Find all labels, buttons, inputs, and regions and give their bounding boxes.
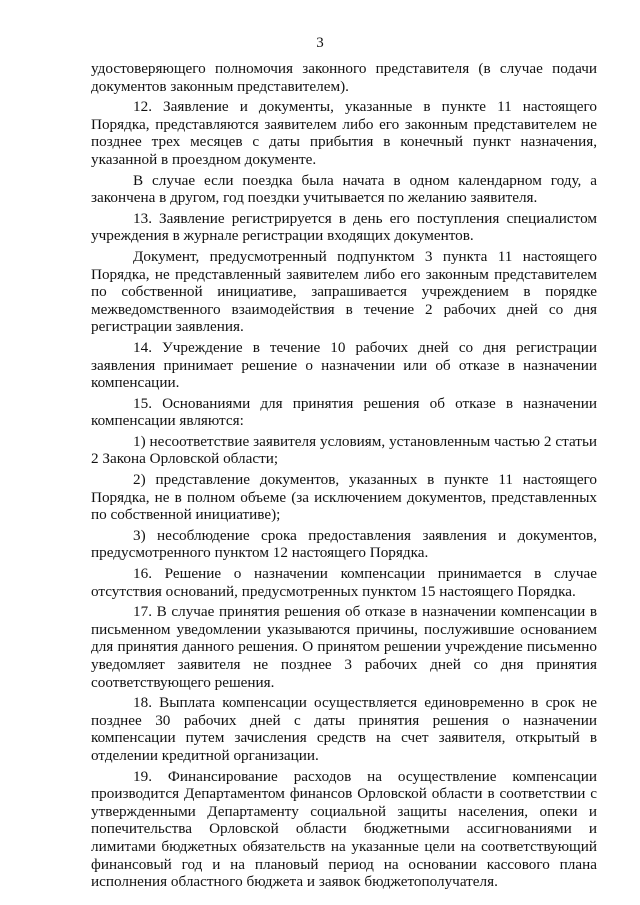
paragraph-item-13: 13. Заявление регистрируется в день его поступления специалистом учреждения в журнале регистрации входящих документов.: [91, 209, 597, 245]
subparagraph-2: 2) представление документов, указанных в пункте 11 настоящего Порядка, не в полном объеме (за исключением документов, представленных по собственной инициативе);: [91, 471, 597, 524]
document-body: [91, 60, 597, 891]
paragraph-item-18: 18. Выплата компенсации осуществляется единовременно в срок не позднее 30 рабочих дней с даты принятия решения о назначении компенсации путем зачисления средств на счет заявителя, открытый в отделении кредитной организации.: [91, 694, 597, 764]
subparagraph-3: 3) несоблюдение срока предоставления заявления и документов, предусмотренного пунктом 12 настоящего Порядка.: [91, 526, 597, 562]
paragraph-item-16: 16. Решение о назначении компенсации принимается в случае отсутствия оснований, предусмотренных пунктом 15 настоящего Порядка.: [91, 565, 597, 600]
paragraph: В случае если поездка была начата в одном календарном году, а закончена в другом, год поездки учитывается по желанию заявителя.: [91, 171, 597, 207]
subparagraph-1: 1) несоответствие заявителя условиям, установленным частью 2 статьи 2 Закона Орловской области;: [91, 432, 597, 468]
paragraph: Документ, предусмотренный подпунктом 3 пункта 11 настоящего Порядка, не представленный заявителем либо его законным представителем по собственной инициативе, запрашивается учреждением в порядке межведомственного взаимодействия в течение 2 рабочих дней со дня регистрации заявления.: [91, 247, 597, 336]
page-number: 3: [316, 35, 324, 51]
paragraph-item-19: 19. Финансирование расходов на осуществление компенсации производится Департаментом финансов Орловской области в соответствии с утвержденными Департаменту социальной защиты населения, опеки и попечительства Орловской области бюджетными ассигнованиями и лимитами бюджетных обязательств на указанные цели на соответствующий финансовый год и на плановый период на основании кассового плана исполнения областного бюджета и заявок бюджетополучателя.: [91, 767, 597, 891]
paragraph: удостоверяющего полномочия законного представителя (в случае подачи документов законным представителем).: [91, 60, 597, 95]
paragraph-item-14: 14. Учреждение в течение 10 рабочих дней со дня регистрации заявления принимает решение о назначении или об отказе в назначении компенсации.: [91, 338, 597, 392]
paragraph-item-12: 12. Заявление и документы, указанные в пункте 11 настоящего Порядка, представляются заявителем либо его законным представителем не позднее трех месяцев с даты прибытия в конечный пункт назначения, указанной в проездном документе.: [91, 98, 597, 168]
paragraph-item-17: 17. В случае принятия решения об отказе в назначении компенсации в письменном уведомлении указываются причины, послужившие основанием для принятия данного решения. О принятом решении учреждение письменно уведомляет заявителя не позднее 3 рабочих дней со дня принятия соответствующего решения.: [91, 603, 597, 691]
paragraph-item-15: 15. Основаниями для принятия решения об отказе в назначении компенсации являются:: [91, 394, 597, 430]
